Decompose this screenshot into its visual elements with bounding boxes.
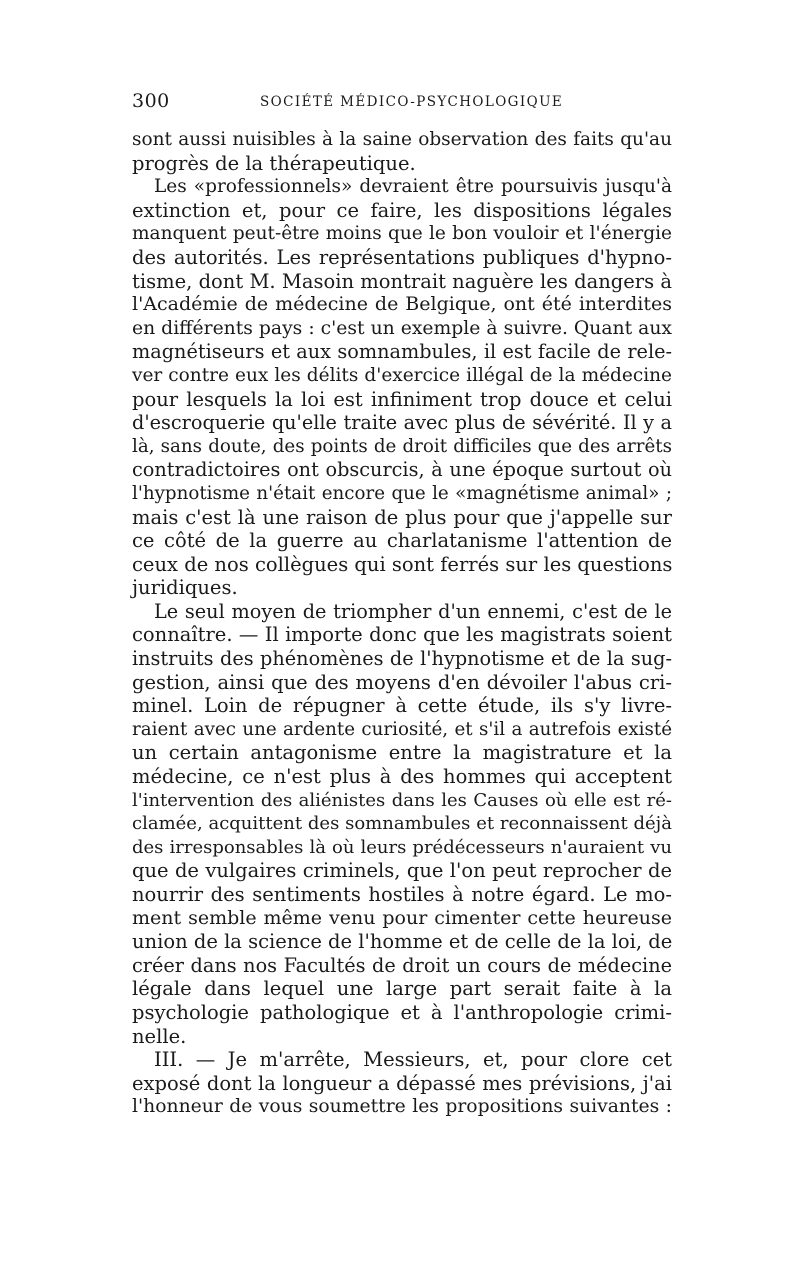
text-line: contradictoires ont obscurcis, à une époque surtout où bbox=[132, 458, 672, 482]
text-line: connaître. — Il importe donc que les magistrats soient bbox=[132, 623, 672, 647]
text-line: psychologie pathologique et à l'anthropologie crimi- bbox=[132, 1000, 672, 1024]
text-line: progrès de la thérapeutique. bbox=[132, 151, 416, 175]
text-line: l'intervention des aliénistes dans les Causes où elle est ré- bbox=[132, 789, 672, 811]
text-line: clamée, acquittent des somnambules et reconnaissent déjà bbox=[132, 813, 672, 835]
text-line: instruits des phénomènes de l'hypnotisme et de la sug- bbox=[132, 647, 672, 671]
text-line: créer dans nos Facultés de droit un cours de médecine bbox=[132, 953, 672, 977]
text-line: un certain antagonisme entre la magistrature et la bbox=[132, 741, 672, 765]
text-line: minel. Loin de répugner à cette étude, ils s'y livre- bbox=[132, 694, 672, 718]
text-line: l'honneur de vous soumettre les propositions suivantes : bbox=[132, 1096, 672, 1118]
text-line: ver contre eux les délits d'exercice illégal de la médecine bbox=[132, 364, 672, 386]
text-line: l'Académie de médecine de Belgique, ont été interdites bbox=[132, 293, 672, 316]
text-line: l'hypnotisme n'était encore que le «magnétisme animal» ; bbox=[132, 482, 672, 504]
text-line: union de la science de l'homme et de celle de la loi, de bbox=[132, 930, 673, 954]
running-title: SOCIÉTÉ MÉDICO-PSYCHOLOGIQUE bbox=[260, 94, 564, 110]
text-line: Le seul moyen de triompher d'un ennemi, c'est de le bbox=[154, 599, 672, 623]
text-line: des autorités. Les représentations publiques d'hypno- bbox=[132, 245, 672, 269]
text-line: exposé dont la longueur a dépassé mes prévisions, j'ai bbox=[132, 1071, 672, 1095]
text-line: magnétiseurs et aux somnambules, il est facile de rele- bbox=[132, 340, 672, 364]
text-line: tisme, dont M. Masoin montrait naguère les dangers à bbox=[132, 269, 672, 293]
text-line: des irresponsables là où leurs prédécesseurs n'auraient vu bbox=[132, 836, 672, 858]
text-line: manquent peut-être moins que le bon vouloir et l'énergie bbox=[132, 223, 672, 245]
text-line: nourrir des sentiments hostiles à notre égard. Le mo- bbox=[132, 883, 672, 906]
text-line: d'escroquerie qu'elle traite avec plus de sévérité. Il y a bbox=[132, 411, 672, 435]
text-line: pour lesquels la loi est infiniment trop douce et celui bbox=[132, 387, 672, 411]
text-line: Les «professionnels» devraient être poursuivis jusqu'à bbox=[154, 176, 672, 198]
text-line: extinction et, pour ce faire, les dispositions légales bbox=[132, 198, 672, 222]
text-line: légale dans lequel une large part serait faite à la bbox=[132, 977, 672, 1001]
text-line: là, sans doute, des points de droit difficiles que des arrêts bbox=[132, 435, 672, 457]
text-line: III. — Je m'arrête, Messieurs, et, pour clore cet bbox=[154, 1048, 672, 1072]
text-line: en différents pays : c'est un exemple à suivre. Quant aux bbox=[132, 317, 672, 339]
text-line: raient avec une ardente curiosité, et s'il a autrefois existé bbox=[132, 718, 672, 740]
text-line: nelle. bbox=[132, 1024, 187, 1048]
text-line: médecine, ce n'est plus à des hommes qui acceptent bbox=[132, 765, 672, 789]
text-line: ment semble même venu pour cimenter cette heureuse bbox=[132, 906, 672, 929]
text-line: que de vulgaires criminels, que l'on peut reprocher de bbox=[132, 859, 672, 883]
text-line: juridiques. bbox=[132, 576, 238, 600]
body-text bbox=[132, 128, 672, 1119]
text-line: sont aussi nuisibles à la saine observation des faits qu'au bbox=[132, 129, 672, 150]
running-head bbox=[132, 90, 672, 118]
text-line: ceux de nos collègues qui sont ferrés sur les questions bbox=[132, 552, 673, 576]
text-line: gestion, ainsi que des moyens d'en dévoiler l'abus cri- bbox=[132, 670, 672, 694]
page-number: 300 bbox=[132, 90, 170, 112]
text-line: mais c'est là une raison de plus pour que j'appelle sur bbox=[132, 505, 672, 529]
text-line: ce côté de la guerre au charlatanisme l'attention de bbox=[132, 529, 672, 553]
